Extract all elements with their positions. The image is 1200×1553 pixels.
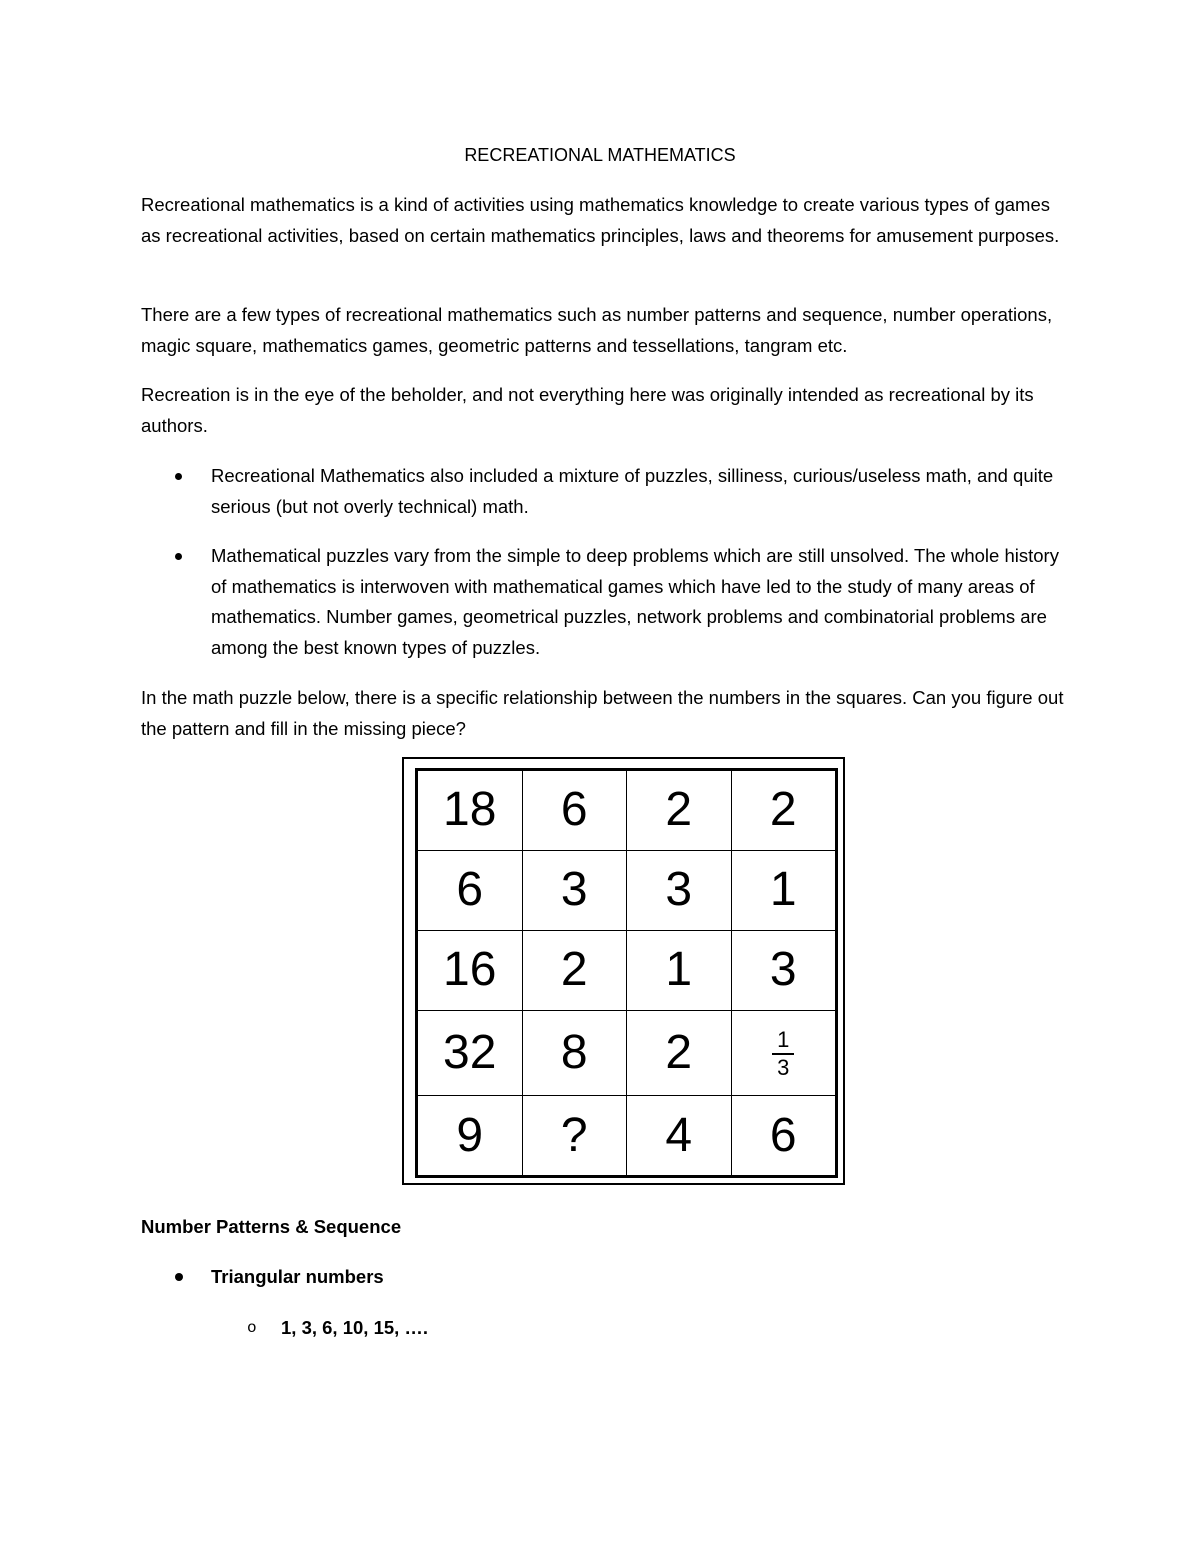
puzzle-row (418, 771, 836, 851)
bullet-dot-icon (175, 553, 182, 560)
bullet-dot-icon (175, 1273, 183, 1281)
section-heading: Number Patterns & Sequence (141, 1216, 402, 1237)
circle-bullet-icon: o (247, 1319, 257, 1337)
puzzle-row (418, 1096, 836, 1176)
bullet-dot-icon (175, 473, 182, 480)
bullet-text: Recreational Mathematics also included a mixture of puzzles, silliness, curious/useless math, and quite serious (but not overly technical) math. (211, 465, 1054, 517)
page-title: RECREATIONAL MATHEMATICS (464, 145, 736, 165)
puzzle-row (418, 850, 836, 930)
puzzle-cell: 4 (627, 1096, 732, 1176)
bullet-text: Mathematical puzzles vary from the simple to deep problems which are still unsolved. The whole history of mathematics is interwoven with mathematical games which have led to the study of many areas of mathematics. Number games, geometrical puzzles, network problems and combinatorial problems are among the best known types of puzzles. (211, 545, 1059, 658)
puzzle-cell: 32 (418, 1010, 523, 1095)
paragraph-recreation: Recreation is in the eye of the beholder, and not everything here was originally intended as recreational by its authors. (141, 384, 1034, 436)
paragraph-types: There are a few types of recreational mathematics such as number patterns and sequence, number operations, magic square, mathematics games, geometric patterns and tessellations, tangram etc. (141, 304, 1053, 356)
fraction-numerator: 1 (777, 1026, 790, 1052)
puzzle-row (418, 1010, 836, 1095)
puzzle-cell: 1 (627, 930, 732, 1010)
puzzle-cell: 6 (418, 850, 523, 930)
puzzle-cell: 3 (522, 850, 627, 930)
puzzle-cell: 2 (627, 1010, 732, 1095)
puzzle-cell: 8 (522, 1010, 627, 1095)
puzzle-cell: 18 (418, 771, 523, 851)
paragraph-puzzle-intro: In the math puzzle below, there is a specific relationship between the numbers in the squares. Can you figure out the pattern and fill in the missing piece? (141, 687, 1064, 739)
sub-bullet-text: Triangular numbers (211, 1266, 384, 1287)
puzzle-cell: 1 (731, 850, 836, 930)
puzzle-cell: 2 (522, 930, 627, 1010)
puzzle-cell: 2 (627, 771, 732, 851)
sequence-text: 1, 3, 6, 10, 15, …. (281, 1317, 429, 1338)
puzzle-cell: 2 (731, 771, 836, 851)
paragraph-definition: Recreational mathematics is a kind of activities using mathematics knowledge to create various types of games as recreational activities, based on certain mathematics principles, laws and theorems for amusement purposes. (141, 194, 1060, 246)
puzzle-cell: 6 (522, 771, 627, 851)
puzzle-cell: 6 (731, 1096, 836, 1176)
puzzle-cell-fraction (731, 1010, 836, 1095)
puzzle-cell-missing: ? (522, 1096, 627, 1176)
puzzle-cell: 3 (627, 850, 732, 930)
fraction-denominator: 3 (777, 1054, 790, 1080)
puzzle-cell: 16 (418, 930, 523, 1010)
puzzle-cell: 3 (731, 930, 836, 1010)
fraction (772, 1026, 794, 1080)
puzzle-row (418, 930, 836, 1010)
puzzle-grid-border (415, 768, 838, 1178)
puzzle-grid (417, 770, 836, 1176)
puzzle-image (402, 757, 845, 1185)
puzzle-cell: 9 (418, 1096, 523, 1176)
